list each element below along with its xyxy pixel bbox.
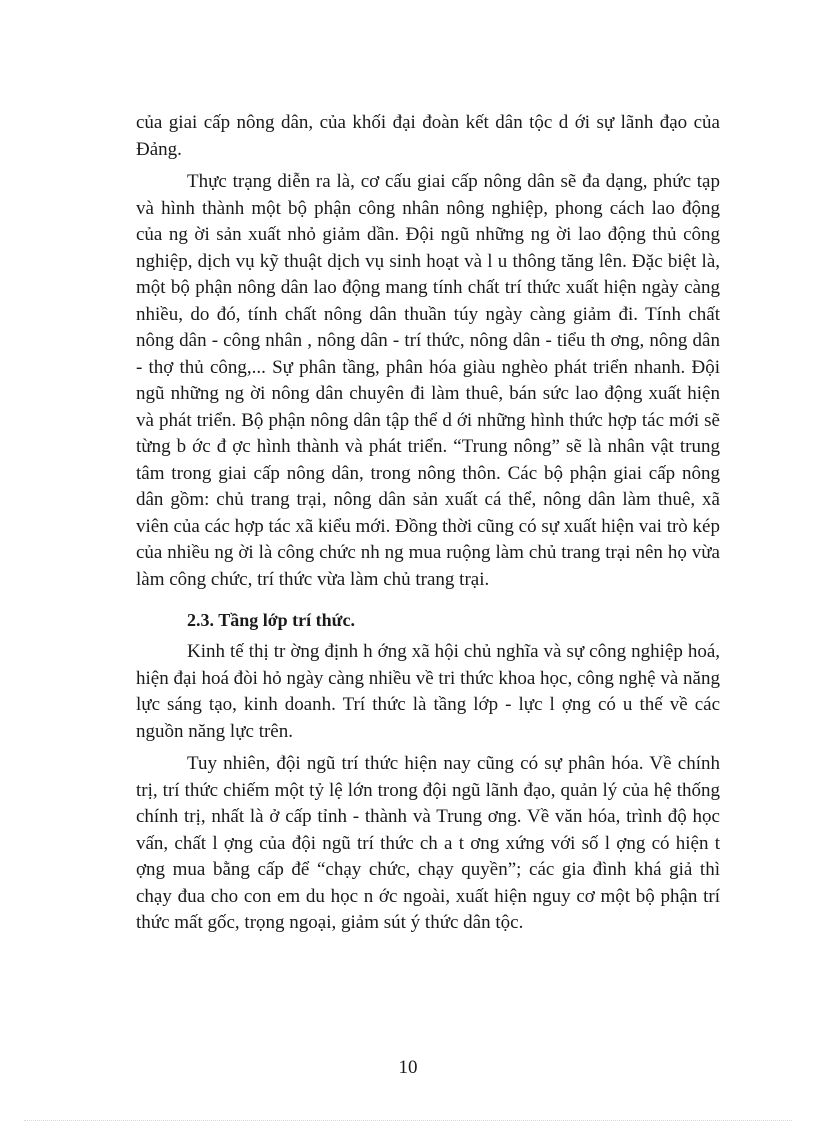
page-number: 10 <box>398 1057 418 1078</box>
page-body <box>136 110 720 937</box>
paragraph-peasant-structure: Thực trạng diễn ra là, cơ cấu giai cấp nông dân sẽ đa dạng, phức tạp và hình thành một bộ phận công nhân nông nghiệp, phong cách lao động của ng ời sản xuất nhỏ giảm dần. Đội ngũ những ng ời lao động thủ công nghiệp, dịch vụ kỹ thuật dịch vụ sinh hoạt và l u thông tăng lên. Đặc biệt là, một bộ phận nông dân lao động mang tính chất trí thức xuất hiện ngày càng nhiều, do đó, tính chất nông dân thuần túy ngày càng giảm đi. Tính chất nông dân - công nhân , nông dân - trí thức, nông dân - tiểu th ơng, nông dân - thợ thủ công,... Sự phân tầng, phân hóa giàu nghèo phát triển nhanh. Đội ngũ những ng ời nông dân chuyên đi làm thuê, bán sức lao động xuất hiện và phát triển. Bộ phận nông dân tập thể d ới những hình thức hợp tác mới sẽ từng b ớc đ ợc hình thành và phát triển. “Trung nông” sẽ là nhân vật trung tâm trong giai cấp nông dân, trong nông thôn. Các bộ phận giai cấp nông dân gồm: chủ trang trại, nông dân sản xuất cá thể, nông dân làm thuê, xã viên của các hợp tác xã kiểu mới. Đồng thời cũng có sự xuất hiện vai trò kép của nhiều ng ời là công chức nh ng mua ruộng làm chủ trang trại nên họ vừa làm công chức, trí thức vừa làm chủ trang trại. <box>136 171 720 590</box>
paragraph-continuation: của giai cấp nông dân, của khối đại đoàn kết dân tộc d ới sự lãnh đạo của Đảng. <box>136 112 720 160</box>
section-title: Tầng lớp trí thức. <box>218 610 355 630</box>
section-heading <box>136 607 720 633</box>
section-number: 2.3. <box>187 610 214 630</box>
paragraph-intellectuals-role: Kinh tế thị tr ờng định h ớng xã hội chủ nghĩa và sự công nghiệp hoá, hiện đại hoá đòi hỏ ngày càng nhiều về tri thức khoa học, công nghệ và năng lực sáng tạo, kinh doanh. Trí thức là tầng lớp - lực l ợng có u thế về các nguồn năng lực trên. <box>136 641 720 742</box>
bottom-divider <box>24 1120 792 1121</box>
paragraph-intellectuals-differentiation: Tuy nhiên, đội ngũ trí thức hiện nay cũng có sự phân hóa. Về chính trị, trí thức chiếm một tỷ lệ lớn trong đội ngũ lãnh đạo, quản lý của hệ thống chính trị, nhất là ở cấp tỉnh - thành và Trung ơng. Về văn hóa, trình độ học vấn, chất l ợng của đội ngũ trí thức ch a t ơng xứng với số l ợng có hiện t ợng mua bằng cấp để “chạy chức, chạy quyền”; các gia đình khá giả thì chạy đua cho con em du học n ớc ngoài, xuất hiện nguy cơ một bộ phận trí thức mất gốc, trọng ngoại, giảm sút ý thức dân tộc. <box>136 753 720 933</box>
